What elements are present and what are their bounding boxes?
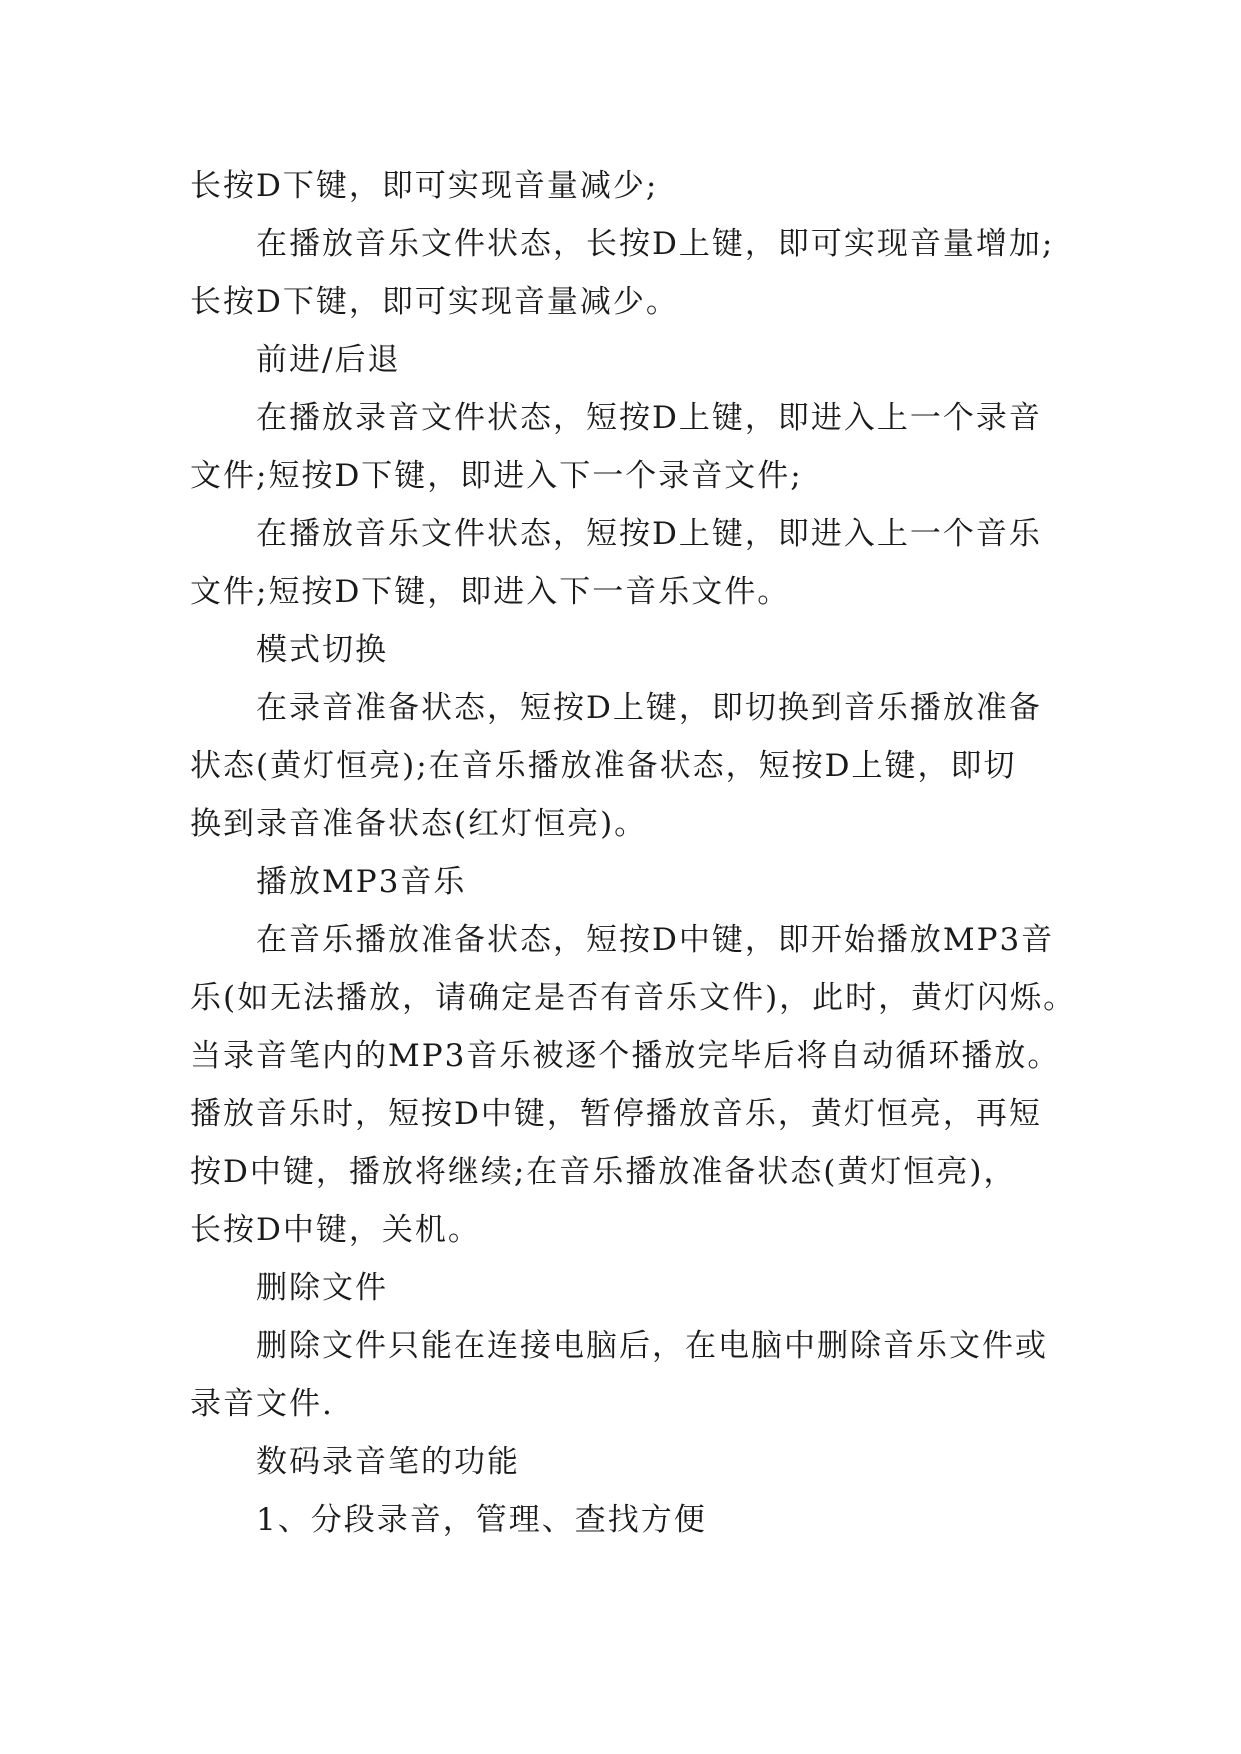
paragraph-line: 长按D中键，关机。 [190,1212,481,1248]
paragraph-line: 长按D下键，即可实现音量减少。 [190,284,679,320]
paragraph-line: 按D中键，播放将继续;在音乐播放准备状态(黄灯恒亮)， [190,1154,1017,1190]
paragraph-line: 状态(黄灯恒亮);在音乐播放准备状态，短按D上键，即切 [190,748,1017,784]
section-heading: 数码录音笔的功能 [256,1444,520,1480]
paragraph-line: 长按D下键，即可实现音量减少; [190,168,659,204]
paragraph-line: 播放音乐时，短按D中键，暂停播放音乐，黄灯恒亮，再短 [190,1096,1042,1132]
section-heading: 模式切换 [256,632,388,668]
paragraph-line: 在播放音乐文件状态，长按D上键，即可实现音量增加; [256,226,1055,262]
section-heading: 播放MP3音乐 [256,864,467,900]
paragraph-line: 在播放音乐文件状态，短按D上键，即进入上一个音乐 [256,516,1042,552]
paragraph-line: 录音文件. [190,1386,334,1422]
paragraph-line: 换到录音准备状态(红灯恒亮)。 [190,806,648,842]
paragraph-line: 删除文件只能在连接电脑后，在电脑中删除音乐文件或 [256,1328,1048,1364]
paragraph-line: 当录音笔内的MP3音乐被逐个播放完毕后将自动循环播放。 [190,1038,1061,1074]
section-heading: 删除文件 [256,1270,388,1306]
paragraph-line: 文件;短按D下键，即进入下一个录音文件; [190,458,803,494]
list-item: 1、分段录音，管理、查找方便 [256,1502,707,1538]
paragraph-line: 在播放录音文件状态，短按D上键，即进入上一个录音 [256,400,1042,436]
paragraph-line: 文件;短按D下键，即进入下一音乐文件。 [190,574,791,610]
paragraph-line: 在录音准备状态，短按D上键，即切换到音乐播放准备 [256,690,1042,726]
paragraph-line: 乐(如无法播放，请确定是否有音乐文件)，此时，黄灯闪烁。 [190,980,1077,1016]
paragraph-line: 在音乐播放准备状态，短按D中键，即开始播放MP3音 [256,922,1055,958]
section-heading: 前进/后退 [256,342,401,378]
